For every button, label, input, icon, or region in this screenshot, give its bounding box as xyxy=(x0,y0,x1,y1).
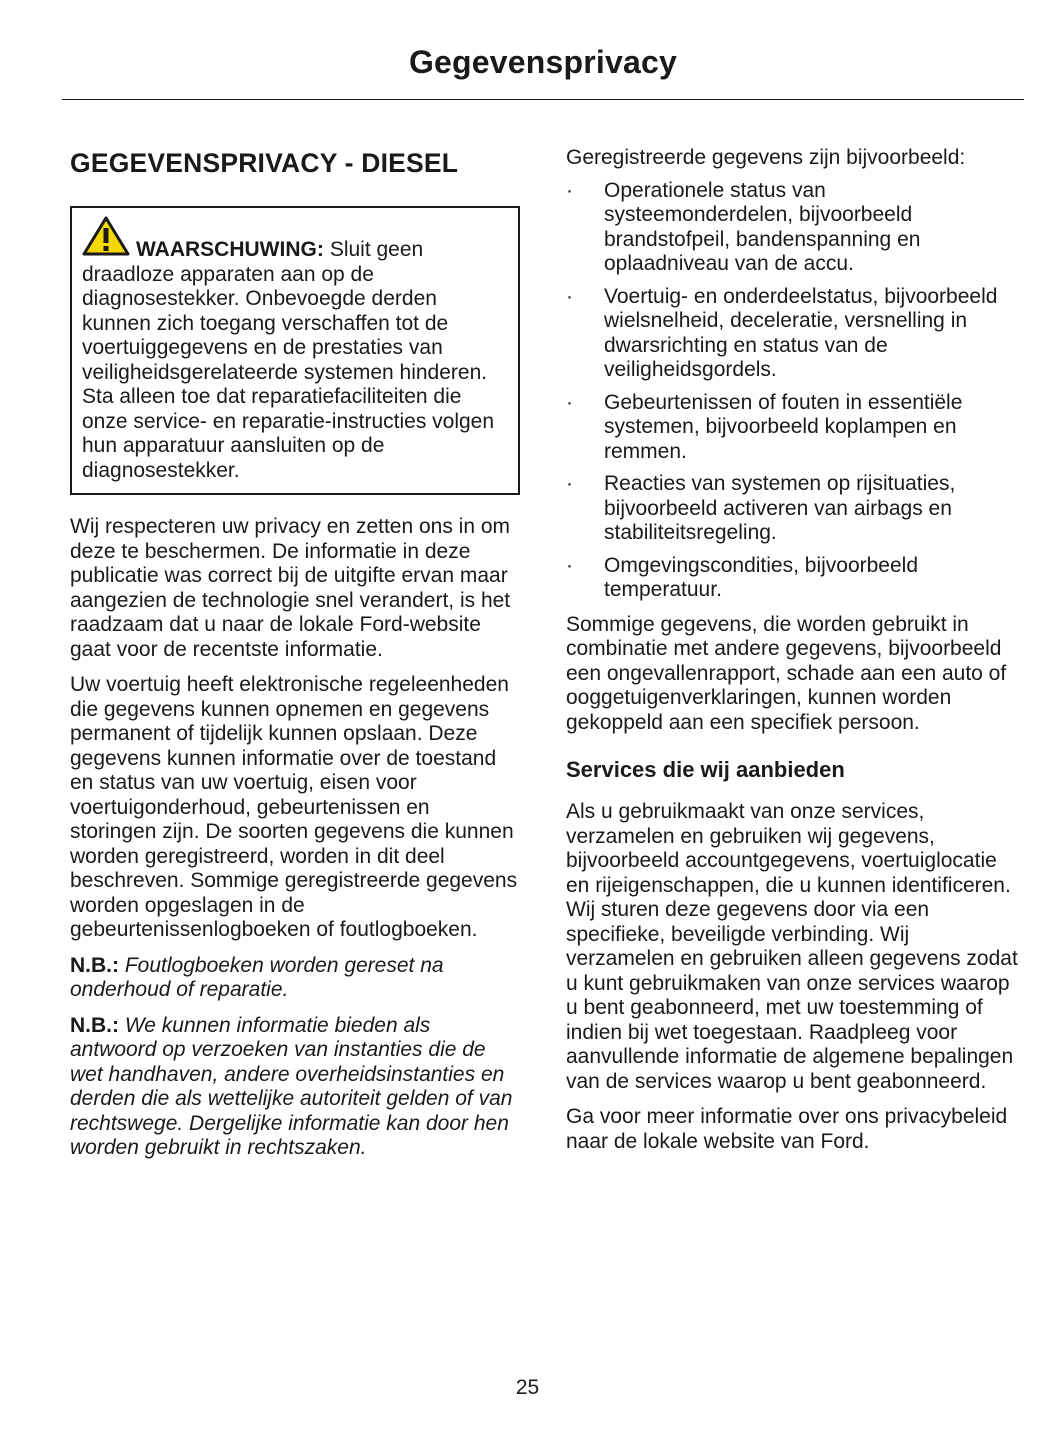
note-text: Foutlogboeken worden gereset na onderhoud of reparatie. xyxy=(70,953,444,1001)
note-label: N.B.: xyxy=(70,1013,119,1037)
warning-text: Sluit geen draadloze apparaten aan op de diagnosestekker. Onbevoegde derden kunnen zich toegang verschaffen tot de voertuiggegevens en de prestaties van veiligheidsgerelateerde systemen hinderen. Sta alleen toe dat reparatiefaciliteiten die onze service- en reparatie-instructies volgen hun apparatuur aansluiten op de diagnosestekker. xyxy=(82,238,495,482)
bullet-dot: · xyxy=(566,178,573,202)
paragraph: Uw voertuig heeft elektronische regeleenheden die gegevens kunnen opnemen en gegevens permanent of tijdelijk kunnen opslaan. Deze gegevens kunnen informatie over de toestand en status van uw voertuig, eisen voor voertuigonderhoud, gebeurtenissen en storingen zijn. De soorten gegevens die kunnen worden geregistreerd, worden in dit deel beschreven. Sommige geregistreerde gegevens worden opgeslagen in de gebeurtenissenlogboeken of foutlogboeken. xyxy=(70,673,518,941)
list-item: · Gebeurtenissen of fouten in essentiële systemen, bijvoorbeeld koplampen en remmen. xyxy=(566,390,963,463)
subheading: Services die wij aanbieden xyxy=(566,757,845,782)
warning-head xyxy=(82,216,136,256)
section-heading: GEGEVENSPRIVACY - DIESEL xyxy=(70,148,459,178)
page-number: 25 xyxy=(515,1376,540,1399)
note xyxy=(70,954,520,1003)
left-column xyxy=(70,140,520,1172)
bullet-dot: · xyxy=(566,472,573,495)
list-item: · Reacties van systemen op rijsituaties, bijvoorbeeld activeren van airbags en stabiliteitsregeling. xyxy=(566,472,956,544)
header-divider xyxy=(62,99,1024,100)
note-text: We kunnen informatie bieden als antwoord op verzoeken van instanties die de wet handhaven, andere overheidsinstanties en derden die als wettelijke autoriteit gelden of van rechtswege. Dergelijke informatie kan door hen worden gebruikt in rechtszaken. xyxy=(70,1013,513,1159)
warning-label: WAARSCHUWING: xyxy=(136,238,324,261)
bullet-dot: · xyxy=(566,284,573,308)
list-item: · Voertuig- en onderdeelstatus, bijvoorbeeld wielsnelheid, deceleratie, versnelling in dwarsrichting en status van de veiligheidsgordels. xyxy=(566,284,998,381)
list-item: · Omgevingscondities, bijvoorbeeld temperatuur. xyxy=(566,553,919,601)
paragraph: Als u gebruikmaakt van onze services, verzamelen en gebruiken wij gegevens, bijvoorbeeld accountgegevens, voertuiglocatie en rijeigenschappen, die u kunnen identificeren. Wij sturen deze gegevens door via een specifieke, beveiligde verbinding. Wij verzamelen en gebruiken alleen gegevens zodat u kunt gebruikmaken van onze services waarop u bent geabonneerd, met uw toestemming of indien bij wet toegestaan. Raadpleeg voor aanvullende informatie de algemene bepalingen van de services waarop u bent geabonneerd. xyxy=(566,800,1018,1093)
bullet-list xyxy=(566,179,1018,603)
bullet-dot: · xyxy=(566,553,573,577)
note xyxy=(70,1014,520,1161)
warning-box xyxy=(70,206,520,495)
paragraph: Wij respecteren uw privacy en zetten ons in om deze te beschermen. De informatie in deze publicatie was correct bij de uitgifte ervan maar aangezien de technologie snel verandert, is het raadzaam dat u naar de lokale Ford-website gaat voor de recentste informatie. xyxy=(70,515,511,661)
page-title: Gegevensprivacy xyxy=(408,44,678,80)
paragraph: Ga voor meer informatie over ons privacybeleid naar de lokale website van Ford. xyxy=(566,1105,1008,1153)
right-column xyxy=(566,146,1018,1165)
list-item: · Operationele status van systeemonderdelen, bijvoorbeeld brandstofpeil, bandenspanning en oplaadniveau van de accu. xyxy=(566,178,921,275)
note-label: N.B.: xyxy=(70,953,119,977)
warning-triangle-icon xyxy=(82,216,130,256)
bullet-dot: · xyxy=(566,390,573,414)
bullets-intro: Geregistreerde gegevens zijn bijvoorbeeld: xyxy=(566,146,966,169)
paragraph: Sommige gegevens, die worden gebruikt in combinatie met andere gegevens, bijvoorbeeld een ongevallenrapport, schade aan een auto of ooggetuigenverklaringen, kunnen worden gekoppeld aan een specifiek persoon. xyxy=(566,612,1007,734)
